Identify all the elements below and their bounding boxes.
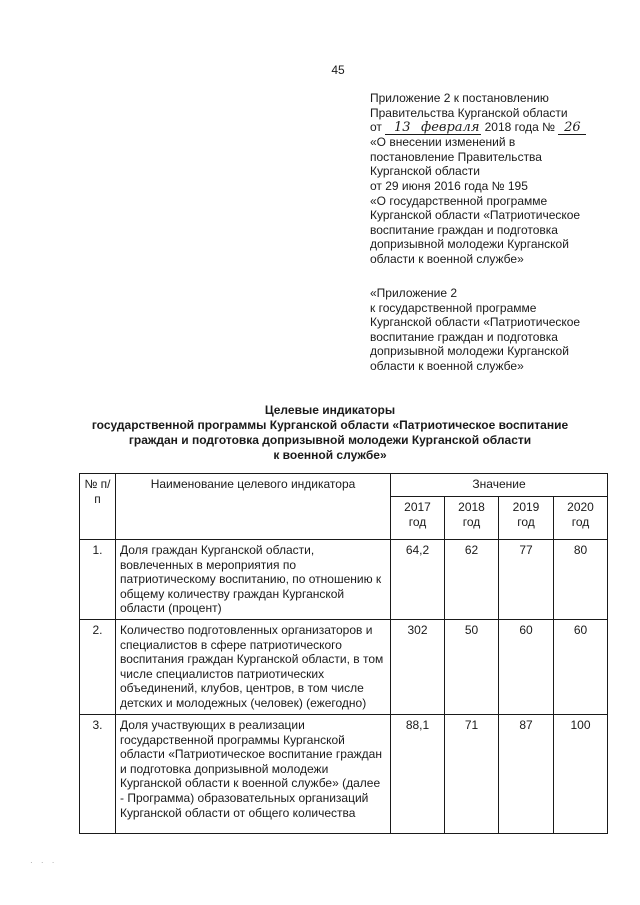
indicator-value: 50 <box>445 619 499 714</box>
indicator-value: 302 <box>391 619 445 714</box>
appendix2-line: к государственной программе <box>370 300 537 315</box>
header-year <box>391 497 445 540</box>
header-year <box>554 497 608 540</box>
title-line: государственной программы Курганской области «Патриотическое воспитание <box>91 418 569 432</box>
appendix-line: «О внесении изменений в <box>370 135 516 150</box>
indicator-value: 80 <box>554 540 608 620</box>
appendix2-line: воспитание граждан и подготовка <box>370 329 558 344</box>
appendix-line: Правительства Курганской области <box>370 105 568 120</box>
indicator-value: 71 <box>445 714 499 833</box>
handwritten-day: 13 <box>385 122 419 135</box>
year-word: год <box>517 514 535 529</box>
year-word: год <box>408 514 427 529</box>
row-number: 3. <box>80 714 116 833</box>
appendix2-line: «Приложение 2 <box>370 286 458 300</box>
handwritten-number: 26 <box>558 122 586 135</box>
appendix-header <box>370 91 606 267</box>
row-number: 1. <box>80 540 116 620</box>
decree-date-line <box>370 120 606 135</box>
year-word: год <box>462 514 481 529</box>
appendix-line: воспитание граждан и подготовка <box>370 222 558 237</box>
appendix-line: Курганской области «Патриотическое <box>370 208 581 223</box>
table-row <box>80 714 608 833</box>
row-number: 2. <box>80 619 116 714</box>
indicator-value: 87 <box>499 714 554 833</box>
title-line: Целевые индикаторы <box>264 403 396 417</box>
year-number: 2017 <box>404 500 431 514</box>
indicator-name: Доля граждан Курганской области, вовлеченных в мероприятия по патриотическому воспитанию, по отношению к общему количеству граждан Курганской области (процент) <box>116 540 391 620</box>
year-number: 2020 <box>567 500 594 514</box>
indicator-value: 100 <box>554 714 608 833</box>
indicator-value: 60 <box>554 619 608 714</box>
year-word: год <box>571 514 590 529</box>
appendix-line: «О государственной программе <box>370 193 548 208</box>
document-title <box>70 403 590 463</box>
appendix-line: области к военной службе» <box>370 251 524 266</box>
appendix-line: Курганской области <box>370 164 480 179</box>
header-name: Наименование целевого индикатора <box>116 474 391 540</box>
header-value: Значение <box>391 474 608 497</box>
appendix2-line: Курганской области «Патриотическое <box>370 315 581 330</box>
indicators-table <box>79 473 608 834</box>
title-line: граждан и подготовка допризывной молодежи Курганской области <box>128 433 532 447</box>
year-number: 2018 <box>458 500 485 514</box>
indicator-name: Доля участвующих в реализации государственной программы Курганской области «Патриотическое воспитание граждан и подготовка допризывной молодежи Курганской области к военной службе» (далее - Программа) образовательных организаций Курганской области от общего количества <box>116 714 391 833</box>
indicator-value: 60 <box>499 619 554 714</box>
appendix2-line: области к военной службе» <box>370 358 524 373</box>
year-label: 2018 года № <box>484 120 556 135</box>
appendix2-line: допризывной молодежи Курганской <box>370 344 569 359</box>
table-row <box>80 540 608 620</box>
appendix-line: от 29 июня 2016 года № 195 <box>370 178 528 193</box>
appendix-line: допризывной молодежи Курганской <box>370 237 569 252</box>
appendix-line: Приложение 2 к постановлению <box>370 91 549 105</box>
page-number: 45 <box>331 63 345 77</box>
header-year <box>445 497 499 540</box>
indicator-value: 62 <box>445 540 499 620</box>
handwritten-month: февраля <box>421 120 480 136</box>
header-num: № п/п <box>80 474 116 540</box>
year-number: 2019 <box>512 500 540 514</box>
table-row <box>80 619 608 714</box>
indicator-value: 64,2 <box>391 540 445 620</box>
title-line: к военной службе» <box>273 448 387 462</box>
indicator-value: 77 <box>499 540 554 620</box>
header-year <box>499 497 554 540</box>
scan-specks: · · · <box>30 858 58 867</box>
indicator-value: 88,1 <box>391 714 445 833</box>
appendix-line: постановление Правительства <box>370 149 542 164</box>
indicator-name: Количество подготовленных организаторов и специалистов в сфере патриотического воспитания граждан Курганской области, в том числе специалистов патриотических объединений, клубов, центров, в том числе детских и молодежных (человек) (ежегодно) <box>116 619 391 714</box>
from-label: от <box>370 120 382 135</box>
appendix-program-header <box>370 286 610 374</box>
table-header-row <box>80 474 608 497</box>
